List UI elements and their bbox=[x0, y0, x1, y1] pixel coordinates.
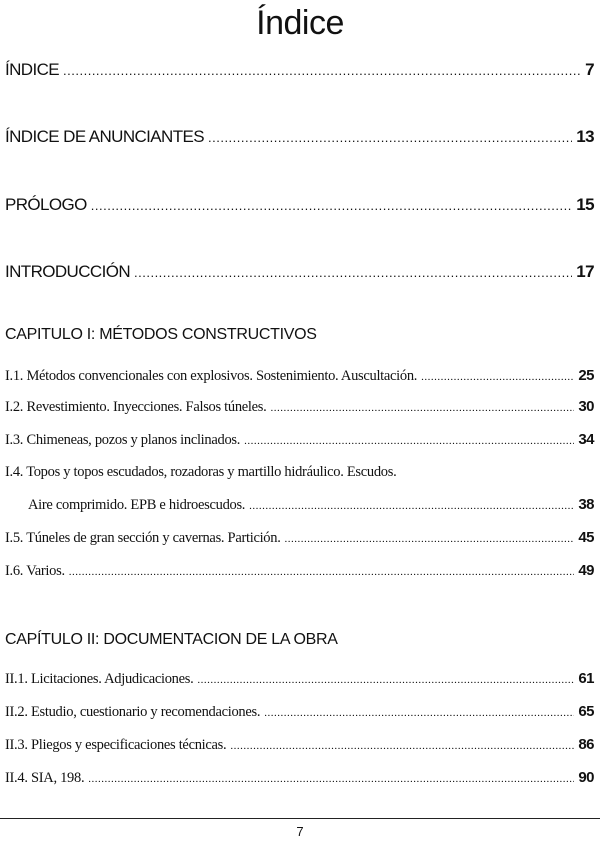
page-title: Índice bbox=[256, 4, 344, 42]
toc-entry-label: I.3. Chimeneas, pozos y planos inclinados. bbox=[5, 432, 241, 448]
toc-entry-indice-anunciantes[interactable] bbox=[5, 127, 594, 147]
toc-entry-label: II.1. Licitaciones. Adjudicaciones. bbox=[5, 671, 194, 687]
toc-entry-i1[interactable] bbox=[5, 367, 594, 385]
toc-entry-i4-continuation[interactable] bbox=[28, 496, 594, 514]
toc-entry-page: 38 bbox=[578, 496, 594, 513]
toc-entry-ii4[interactable] bbox=[5, 769, 594, 787]
chapter-heading-1: CAPITULO I: MÉTODOS CONSTRUCTIVOS bbox=[5, 326, 317, 343]
toc-entry-page: 90 bbox=[578, 769, 594, 786]
toc-entry-prologo[interactable] bbox=[5, 195, 594, 215]
toc-entry-label: INTRODUCCIÓN bbox=[5, 262, 131, 281]
dot-leader bbox=[270, 402, 574, 414]
toc-entry-ii1[interactable] bbox=[5, 670, 594, 688]
toc-entry-indice[interactable] bbox=[5, 60, 594, 80]
toc-entry-page: 65 bbox=[578, 703, 594, 720]
footer-rule bbox=[0, 818, 600, 819]
toc-entry-page: 30 bbox=[578, 398, 594, 415]
dot-leader bbox=[134, 265, 572, 280]
toc-entry-label: I.2. Revestimiento. Inyecciones. Falsos túneles. bbox=[5, 399, 267, 415]
toc-entry-page: 34 bbox=[578, 431, 594, 448]
toc-entry-i4-first-line[interactable]: I.4. Topos y topos escudados, rozadoras y martillo hidráulico. Escudos. bbox=[5, 464, 397, 480]
toc-entry-ii3[interactable] bbox=[5, 736, 594, 754]
toc-entry-page: 15 bbox=[576, 195, 594, 214]
dot-leader bbox=[421, 371, 574, 383]
toc-entry-label: ÍNDICE DE ANUNCIANTES bbox=[5, 127, 204, 146]
toc-entry-i2[interactable] bbox=[5, 398, 594, 416]
toc-entry-page: 86 bbox=[578, 736, 594, 753]
dot-leader bbox=[88, 773, 574, 785]
dot-leader bbox=[285, 533, 575, 545]
dot-leader bbox=[208, 130, 572, 145]
dot-leader bbox=[63, 63, 581, 78]
dot-leader bbox=[91, 198, 573, 213]
toc-entry-label: II.3. Pliegos y especificaciones técnicas. bbox=[5, 737, 227, 753]
toc-entry-i5[interactable] bbox=[5, 529, 594, 547]
toc-entry-label: II.2. Estudio, cuestionario y recomendaciones. bbox=[5, 704, 261, 720]
page-number: 7 bbox=[296, 824, 304, 839]
toc-entry-page: 7 bbox=[585, 60, 594, 79]
toc-entry-label: II.4. SIA, 198. bbox=[5, 770, 85, 786]
toc-entry-label: I.5. Túneles de gran sección y cavernas. Partición. bbox=[5, 530, 281, 546]
toc-entry-introduccion[interactable] bbox=[5, 262, 594, 282]
dot-leader bbox=[197, 674, 574, 686]
toc-entry-page: 13 bbox=[576, 127, 594, 146]
dot-leader bbox=[249, 500, 574, 512]
toc-entry-label: ÍNDICE bbox=[5, 60, 60, 79]
chapter-heading-2: CAPÍTULO II: DOCUMENTACION DE LA OBRA bbox=[5, 631, 338, 648]
toc-entry-page: 17 bbox=[576, 262, 594, 281]
toc-entry-label: I.1. Métodos convencionales con explosivos. Sostenimiento. Auscultación. bbox=[5, 368, 418, 384]
toc-entry-i6[interactable] bbox=[5, 562, 594, 580]
toc-entry-page: 45 bbox=[578, 529, 594, 546]
dot-leader bbox=[230, 740, 574, 752]
toc-entry-page: 61 bbox=[578, 670, 594, 687]
toc-entry-ii2[interactable] bbox=[5, 703, 594, 721]
toc-entry-i3[interactable] bbox=[5, 431, 594, 449]
dot-leader bbox=[69, 566, 575, 578]
dot-leader bbox=[244, 435, 574, 447]
toc-entry-label: I.6. Varios. bbox=[5, 563, 65, 579]
dot-leader bbox=[264, 707, 574, 719]
toc-entry-page: 49 bbox=[578, 562, 594, 579]
toc-entry-label: PRÓLOGO bbox=[5, 195, 87, 214]
toc-entry-label: Aire comprimido. EPB e hidroescudos. bbox=[28, 497, 246, 513]
toc-entry-page: 25 bbox=[578, 367, 594, 384]
